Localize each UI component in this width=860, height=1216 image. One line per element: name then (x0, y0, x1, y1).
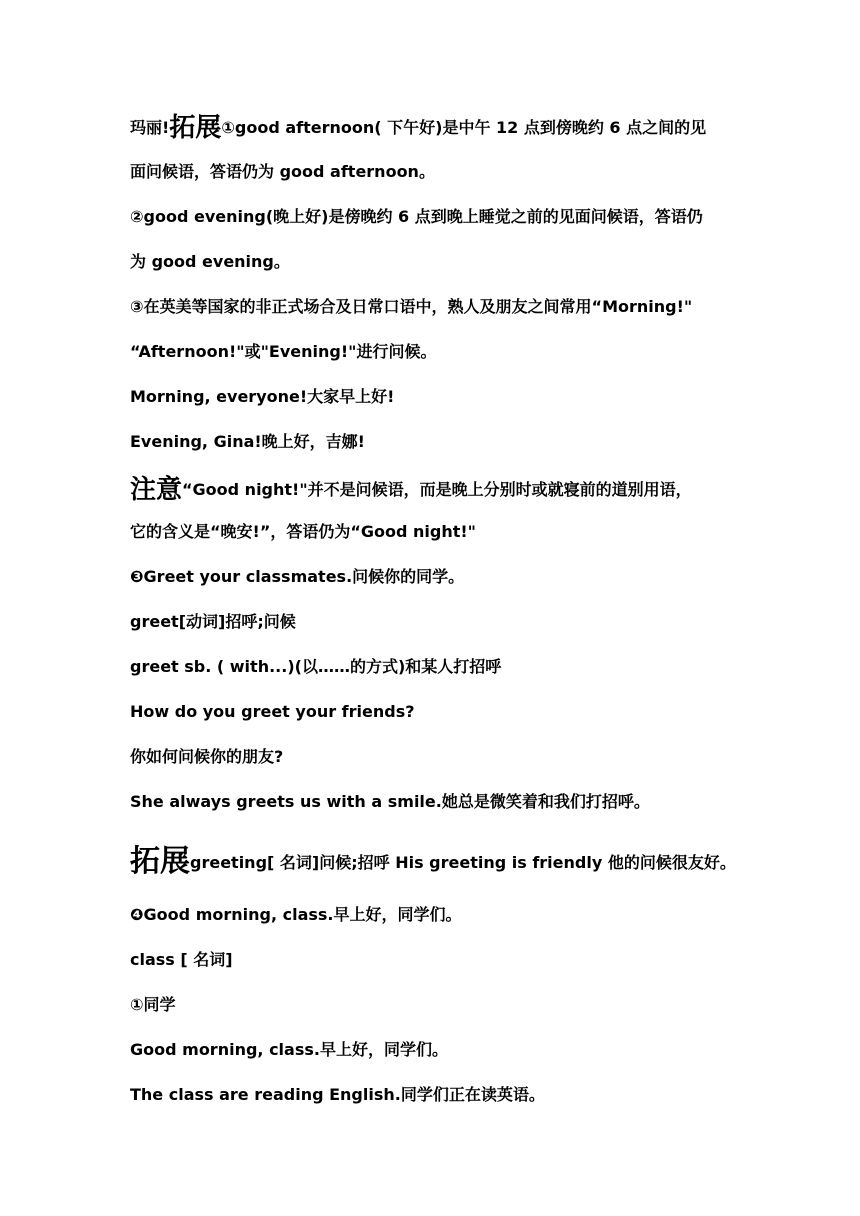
text-line-7: Morning, everyone!大家早上好! (130, 387, 395, 406)
text-line-16: She always greets us with a smile.她总是微笑着和我们打招呼。 (130, 792, 650, 811)
text-run: ①good afternoon( 下午好)是中午 12 点到傍晚约 6 点之间的见 (221, 118, 707, 137)
text-run: greeting[ 名词]问候;招呼 His greeting is friendly 他的问候很友好。 (190, 853, 736, 872)
label-tuozhan: 拓展 (169, 113, 222, 143)
text-line-4: 为 good evening。 (130, 252, 290, 271)
text-line-21: Good morning, class.早上好，同学们。 (130, 1040, 448, 1059)
text-line-22: The class are reading English.同学们正在读英语。 (130, 1085, 545, 1104)
text-line-9 (130, 475, 692, 505)
text-line-20: ①同学 (130, 995, 176, 1014)
text-line-1 (130, 113, 707, 143)
text-line-13: greet sb. ( with...)(以……的方式)和某人打招呼 (130, 657, 502, 676)
text-line-5: ③在英美等国家的非正式场合及日常口语中，熟人及朋友之间常用“Morning!" (130, 297, 693, 316)
text-run: 玛丽! (130, 118, 170, 137)
text-line-11: ❸Greet your classmates.问候你的同学。 (130, 567, 465, 586)
label-tuozhan: 拓展 (130, 844, 190, 879)
text-line-12: greet[动词]招呼;问候 (130, 612, 296, 631)
text-line-17 (130, 844, 736, 879)
text-line-8: Evening, Gina!晚上好，吉娜! (130, 432, 365, 451)
text-line-2: 面问候语，答语仍为 good afternoon。 (130, 162, 435, 181)
text-line-6: “Afternoon!"或"Evening!"进行问候。 (130, 342, 437, 361)
text-line-14: How do you greet your friends? (130, 702, 415, 721)
text-line-3: ②good evening(晚上好)是傍晚约 6 点到晚上睡觉之前的见面问候语，答语仍 (130, 207, 703, 226)
text-run: “Good night!"并不是问候语，而是晚上分别时或就寝前的道别用语， (182, 480, 692, 499)
text-line-18: ❹Good morning, class.早上好，同学们。 (130, 905, 462, 924)
label-zhuyi: 注意 (130, 475, 183, 505)
text-line-10: 它的含义是“晚安!”，答语仍为“Good night!" (130, 522, 476, 541)
text-line-19: class [ 名词] (130, 950, 233, 969)
text-line-15: 你如何问候你的朋友? (130, 747, 284, 766)
